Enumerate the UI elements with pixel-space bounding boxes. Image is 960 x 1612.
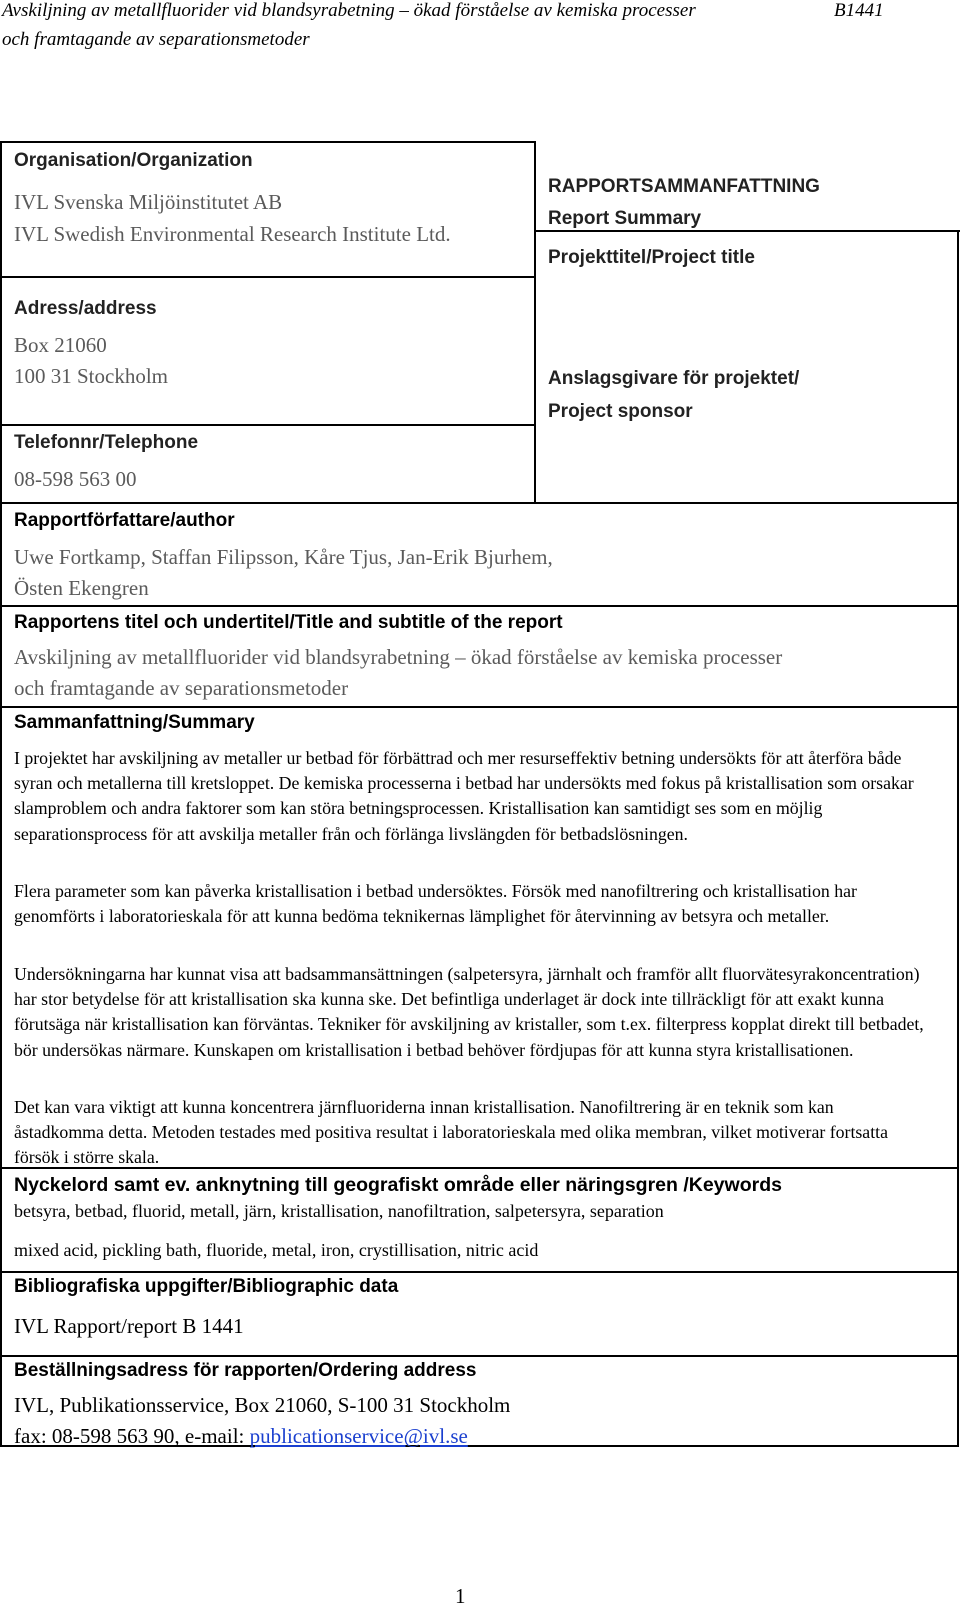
telephone-value: 08-598 563 00	[14, 467, 137, 491]
keywords-english: mixed acid, pickling bath, fluoride, metal, iron, crystillisation, nitric acid	[14, 1240, 539, 1260]
email-link[interactable]: publicationservice@ivl.se	[249, 1424, 468, 1448]
report-title-line1: Avskiljning av metallfluorider vid blandsyrabetning – ökad förståelse av kemiska processer	[14, 645, 783, 669]
organization-name-en: IVL Swedish Environmental Research Institute Ltd.	[14, 222, 451, 246]
author-line2: Östen Ekengren	[14, 576, 149, 600]
project-title-label: Projekttitel/Project title	[548, 247, 755, 268]
fax-and-email-prefix: fax: 08-598 563 90, e-mail:	[14, 1424, 250, 1448]
report-summary-subheading: Report Summary	[548, 208, 702, 229]
report-title-label: Rapportens titel och undertitel/Title and subtitle of the report	[14, 612, 563, 633]
report-title-line2: och framtagande av separationsmetoder	[14, 676, 349, 700]
telephone-label: Telefonnr/Telephone	[14, 432, 199, 453]
summary-label: Sammanfattning/Summary	[14, 712, 255, 733]
running-header-title-line2: och framtagande av separationsmetoder	[2, 29, 310, 50]
summary-paragraph: I projektet har avskiljning av metaller ur betbad för förbättrad och mer resurseffektiv betning undersökts för att återföra både syran och metallerna till kretsloppet. De kemiska processerna i betbad har undersökts med fokus på kristallisation som orsakar slamproblem och andra faktorer som kan störa betningsprocessen. Kristallisation kan samtidigt ses som en möjlig separationsprocess för att avskilja metaller från och förlänga livslängden för betbadslösningen.	[14, 748, 914, 844]
summary-paragraph: Flera parameter som kan påverka kristallisation i betbad undersöktes. Försök med nanofiltrering och kristallisation har genomförts i laboratorieskala för att kunna bedöma teknikernas lämplighet för återvinning av betsyra och metaller.	[14, 881, 857, 927]
project-sponsor-label-line2: Project sponsor	[548, 401, 693, 422]
page-number: 1	[455, 1584, 466, 1608]
running-header	[2, 0, 802, 54]
organization-name-sv: IVL Svenska Miljöinstitutet AB	[14, 190, 283, 214]
bibliographic-label: Bibliografiska uppgifter/Bibliographic data	[14, 1276, 399, 1297]
summary-paragraph: Det kan vara viktigt att kunna koncentrera järnfluoriderna innan kristallisation. Nanofiltrering är en teknik som kan åstadkomma detta. Metoden testades med positiva resultat i laboratorieskala med olika membran, vilket motiverar fortsatta försök i större skala.	[14, 1097, 888, 1168]
report-number: B1441	[834, 0, 884, 21]
address-line2: 100 31 Stockholm	[14, 364, 169, 388]
ordering-address-line1: IVL, Publikationsservice, Box 21060, S-100 31 Stockholm	[14, 1393, 511, 1417]
keywords-swedish: betsyra, betbad, fluorid, metall, järn, kristallisation, nanofiltration, salpetersyra, separation	[14, 1201, 664, 1221]
author-line1: Uwe Fortkamp, Staffan Filipsson, Kåre Tjus, Jan-Erik Bjurhem,	[14, 545, 553, 569]
organization-label: Organisation/Organization	[14, 150, 253, 171]
keywords-label: Nyckelord samt ev. anknytning till geografiskt område eller näringsgren /Keywords	[14, 1174, 782, 1196]
address-label: Adress/address	[14, 298, 157, 319]
summary-paragraph: Undersökningarna har kunnat visa att badsammansättningen (salpetersyra, järnhalt och framför allt fluorvätesyrakoncentration) har stor betydelse för att kristallisation ska kunna ske. Det befintliga underlaget är dock inte tillräckligt för att exakt kunna förutsäga när kristallisation kan förväntas. Tekniker för avskiljning av kristaller, som t.ex. filterpress kopplat direkt till betbadet, bör undersökas närmare. Kunskapen om kristallisation i betbad behöver fördjupas för att kunna styra kristallisationen.	[14, 964, 924, 1060]
ordering-address-line2	[14, 1424, 468, 1449]
ordering-address-label: Beställningsadress för rapporten/Ordering address	[14, 1360, 477, 1381]
author-label: Rapportförfattare/author	[14, 510, 235, 531]
bibliographic-value: IVL Rapport/report B 1441	[14, 1314, 244, 1338]
report-summary-heading: RAPPORTSAMMANFATTNING	[548, 176, 820, 197]
project-sponsor-label-line1: Anslagsgivare för projektet/	[548, 368, 800, 389]
running-header-title-line1: Avskiljning av metallfluorider vid blandsyrabetning – ökad förståelse av kemiska processer	[2, 0, 696, 21]
address-line1: Box 21060	[14, 333, 107, 357]
